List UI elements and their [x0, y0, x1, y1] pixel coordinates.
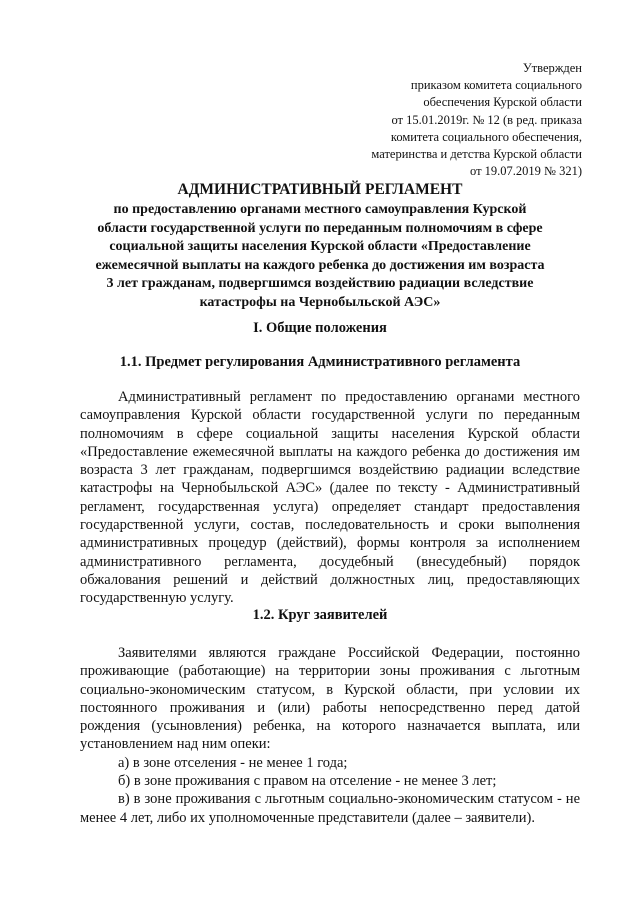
- subsection-heading: 1.1. Предмет регулирования Административного регламента: [119, 354, 521, 370]
- approval-line: обеспечения Курской области: [423, 95, 582, 110]
- approval-block: [371, 60, 582, 180]
- title-line: ежемесячной выплаты на каждого ребенка до достижения им возраста: [95, 257, 545, 273]
- approval-line: от 19.07.2019 № 321): [469, 164, 582, 179]
- title-line: социальной защиты населения Курской области «Предоставление: [109, 239, 531, 254]
- paragraph-applicants: [80, 644, 580, 827]
- approval-line: материнства и детства Курской области: [371, 147, 582, 162]
- document-title: [60, 180, 580, 312]
- list-item: б) в зоне проживания с правом на отселение - не менее 3 лет;: [118, 773, 497, 790]
- title-line: области государственной услуги по переданным полномочиям в сфере: [97, 220, 543, 236]
- title-line: катастрофы на Чернобыльской АЭС»: [199, 294, 441, 310]
- paragraph-text: Административный регламент по предоставлению органами местного самоуправления Курской области государственной услуги по переданным полномочиям в сфере социальной защиты населения Курской области «Предоставление ежемесячной выплаты на каждого ребенка до достижения им возраста 3 лет гражданам, подвергшимся воздействию радиации вследствие катастрофы на Чернобыльской АЭС» (далее по тексту - Административный регламент, государственная услуга) определяет стандарт предоставления государственной услуги, состав, последовательность и сроки выполнения административных процедур (действий), формы контроля за исполнением административного регламента, досудебный (внесудебный) порядок обжалования решений и действий должностных лиц, предоставляющих государственную услугу.: [80, 389, 580, 607]
- paragraph-subject: [80, 388, 580, 608]
- title-line: по предоставлению органами местного самоуправления Курской: [113, 202, 527, 217]
- list-item: а) в зоне отселения - не менее 1 года;: [118, 754, 348, 771]
- approval-line: Утвержден: [522, 61, 582, 75]
- approval-line: от 15.01.2019г. № 12 (в ред. приказа: [391, 112, 582, 127]
- title-line: 3 лет гражданам, подвергшимся воздействию радиации вследствие: [106, 276, 534, 291]
- subsection-heading: 1.2. Круг заявителей: [252, 607, 388, 623]
- paragraph-text: Заявителями являются граждане Российской Федерации, постоянно проживающие (работающие) на территории зоны проживания с льготным социально-экономическим статусом, в Курской области, при условии их постоянного проживания и (или) работы непосредственно перед датой рождения (усыновления) ребенка, на которого назначается выплата, или установлением над ним опеки:: [80, 645, 580, 753]
- title-main: АДМИНИСТРАТИВНЫЙ РЕГЛАМЕНТ: [177, 181, 463, 198]
- list-item: в) в зоне проживания с льготным социально-экономическим статусом - не менее 4 лет, либо их уполномоченные представители (далее – заявители).: [80, 791, 580, 826]
- approval-line: приказом комитета социального: [410, 78, 582, 93]
- section-heading: I. Общие положения: [253, 320, 387, 336]
- approval-line: комитета социального обеспечения,: [390, 129, 582, 144]
